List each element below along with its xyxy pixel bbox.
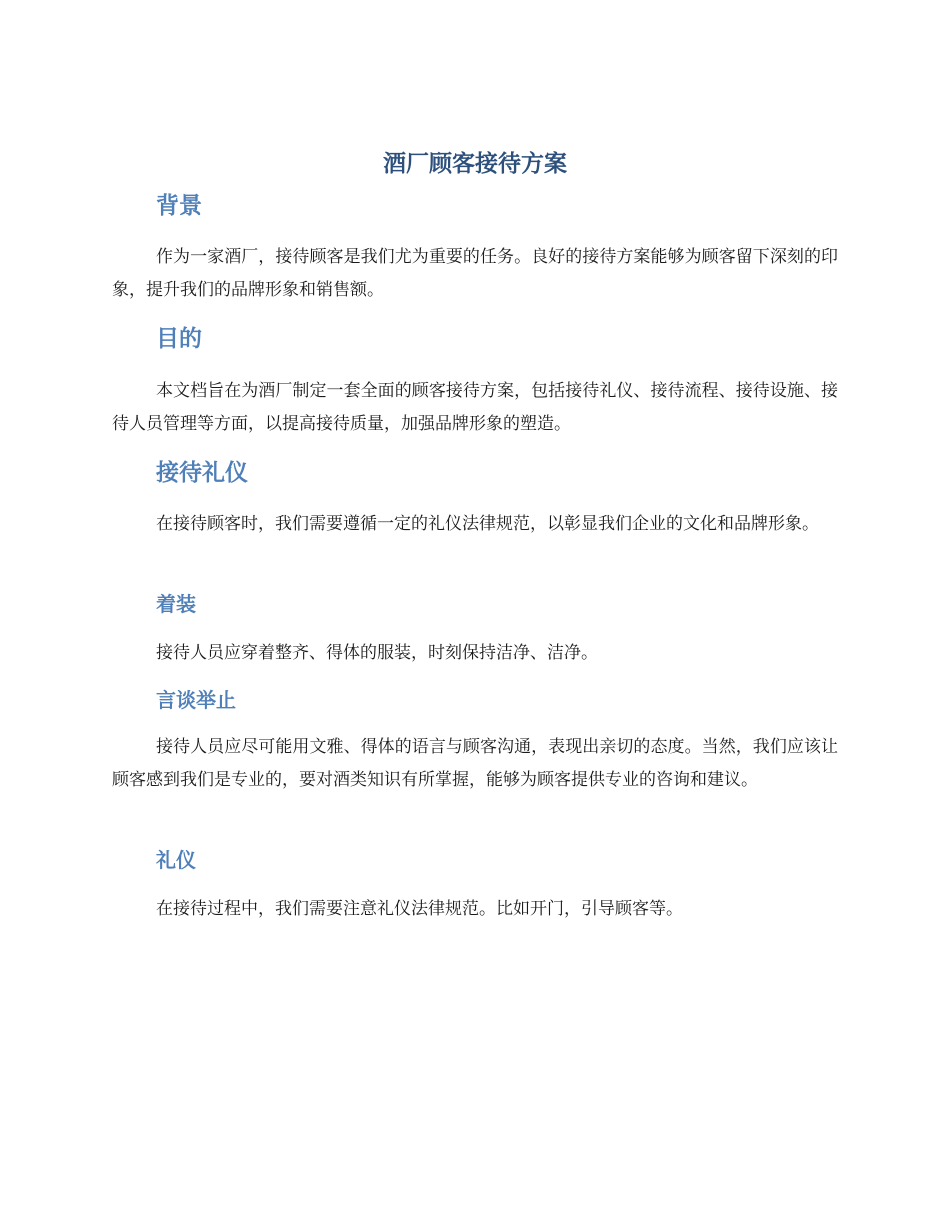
section-paragraph-etiquette: 在接待顾客时，我们需要遵循一定的礼仪法律规范，以彰显我们企业的文化和品牌形象。 bbox=[156, 514, 819, 534]
subsection-paragraph-speech: 接待人员应尽可能用文雅、得体的语言与顾客沟通，表现出亲切的态度。当然，我们应该让顾客感到我们是专业的，要对酒类知识有所掌握，能够为顾客提供专业的咨询和建议。 bbox=[112, 737, 838, 790]
subsection-heading-courtesy: 礼仪 bbox=[156, 848, 196, 872]
document-title: 酒厂顾客接待方案 bbox=[383, 151, 567, 177]
subsection-paragraph-courtesy: 在接待过程中，我们需要注意礼仪法律规范。比如开门，引导顾客等。 bbox=[156, 899, 683, 919]
section-paragraph-purpose: 本文档旨在为酒厂制定一套全面的顾客接待方案，包括接待礼仪、接待流程、接待设施、接待人员管理等方面，以提高接待质量，加强品牌形象的塑造。 bbox=[112, 381, 838, 434]
subsection-paragraph-attire: 接待人员应穿着整齐、得体的服装，时刻保持洁净、洁净。 bbox=[156, 643, 598, 663]
section-paragraph-background: 作为一家酒厂，接待顾客是我们尤为重要的任务。良好的接待方案能够为顾客留下深刻的印象，提升我们的品牌形象和销售额。 bbox=[112, 247, 838, 300]
section-heading-purpose: 目的 bbox=[156, 326, 202, 352]
subsection-heading-speech: 言谈举止 bbox=[156, 688, 236, 712]
section-heading-background: 背景 bbox=[156, 193, 202, 219]
section-heading-etiquette: 接待礼仪 bbox=[156, 460, 248, 486]
subsection-heading-attire: 着装 bbox=[156, 592, 196, 616]
